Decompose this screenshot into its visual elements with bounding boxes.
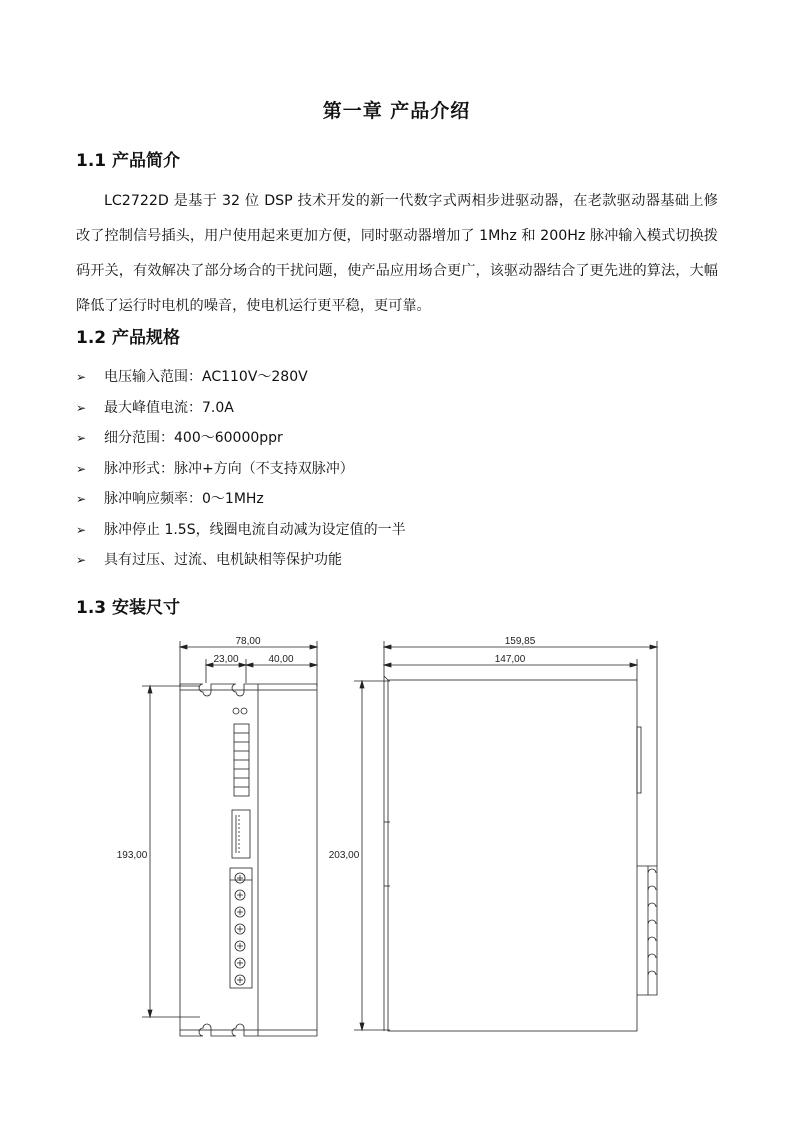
spec-item bbox=[76, 515, 406, 546]
spec-item-text: 脉冲响应频率：0～1MHz bbox=[104, 491, 264, 507]
spec-item-text: 脉冲停止 1.5S，线圈电流自动减为设定值的一半 bbox=[104, 521, 406, 538]
spec-item-text: 最大峰值电流：7.0A bbox=[104, 399, 234, 416]
dim-side-depth-total: 159,85 bbox=[504, 636, 536, 647]
arrow-bullet-icon: ➢ bbox=[76, 553, 87, 567]
dim-front-right-offset: 40,00 bbox=[268, 654, 294, 665]
section-heading-mounting: 1.3 安装尺寸 bbox=[76, 598, 181, 618]
dim-front-width: 78,00 bbox=[235, 636, 261, 647]
section-heading-specs: 1.2 产品规格 bbox=[76, 328, 181, 348]
spec-item bbox=[76, 423, 406, 454]
arrow-bullet-icon: ➢ bbox=[76, 522, 87, 537]
dim-front-height: 193,00 bbox=[116, 850, 148, 861]
spec-item-text: 脉冲形式：脉冲+方向（不支持双脉冲） bbox=[104, 460, 354, 477]
dim-side-depth-body: 147,00 bbox=[494, 654, 526, 665]
arrow-bullet-icon: ➢ bbox=[76, 400, 87, 415]
intro-paragraph-text: LC2722D 是基于 32 位 DSP 技术开发的新一代数字式两相步进驱动器，在老款驱动器基础上修改了控制信号插头，用户使用起来更加方便，同时驱动器增加了 1Mhz 和 200Hz 脉冲输入模式切换拨码开关，有效解决了部分场合的干扰问题，使产品应用场合更广，该驱动器结合了更先进的算法，大幅降低了运行时电机的噪音，使电机运行更平稳，更可靠。 bbox=[76, 193, 718, 314]
dim-front-left-offset: 23,00 bbox=[213, 654, 239, 665]
spec-item bbox=[76, 454, 406, 485]
arrow-bullet-icon: ➢ bbox=[76, 370, 87, 384]
spec-item bbox=[76, 545, 406, 576]
intro-paragraph bbox=[76, 184, 718, 324]
section-heading-intro: 1.1 产品简介 bbox=[76, 151, 181, 171]
arrow-bullet-icon: ➢ bbox=[76, 431, 87, 445]
spec-list bbox=[76, 362, 406, 576]
mounting-dimension-drawing bbox=[0, 620, 793, 1050]
spec-item-text: 具有过压、过流、电机缺相等保护功能 bbox=[104, 552, 342, 568]
spec-item-text: 细分范围：400～60000ppr bbox=[104, 430, 283, 446]
dim-side-height: 203,00 bbox=[328, 850, 360, 861]
chapter-title: 第一章 产品介绍 bbox=[322, 100, 471, 122]
spec-item bbox=[76, 484, 406, 515]
arrow-bullet-icon: ➢ bbox=[76, 461, 87, 476]
spec-item bbox=[76, 362, 406, 393]
spec-item-text: 电压输入范围：AC110V～280V bbox=[104, 369, 308, 385]
arrow-bullet-icon: ➢ bbox=[76, 492, 87, 506]
spec-item bbox=[76, 393, 406, 424]
